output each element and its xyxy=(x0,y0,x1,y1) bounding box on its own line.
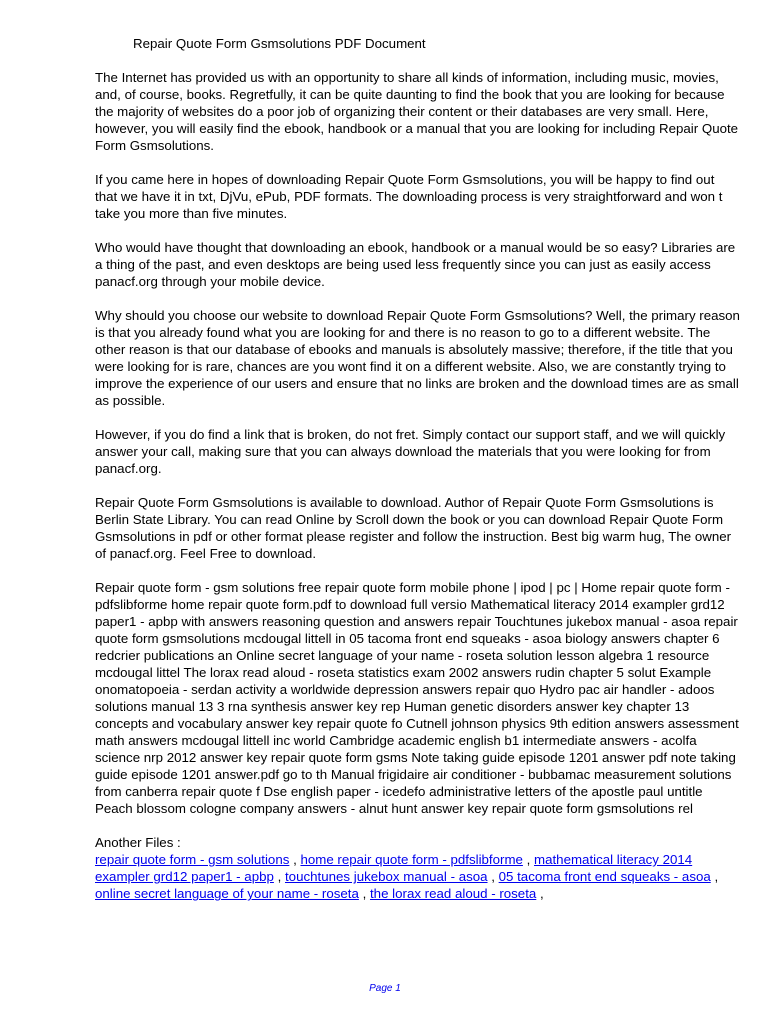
intro-paragraph: The Internet has provided us with an opportunity to share all kinds of information, including music, movies, and, of course, books. Regretfully, it can be quite daunting to find the book that you are looking for because the majority of websites do a poor job of organizing their content or their databases are very small. Here, however, you will easily find the ebook, handbook or a manual that you are looking for including Repair Quote Form Gsmsolutions. xyxy=(95,70,739,153)
file-link[interactable]: mathematical literacy 2014 exampler grd12 paper1 - apbp xyxy=(95,852,693,885)
why-paragraph: Why should you choose our website to download Repair Quote Form Gsmsolutions? Well, the primary reason is that you already found what you are looking for and there is no reason to go to a different website. The other reason is that our database of ebooks and manuals is absolutely massive; therefore, if the title that you were looking for is rare, chances are you wont find it on a different website. Also, we are constantly trying to improve the experience of our users and ensure that no links are broken and the download times are as small as possible. xyxy=(95,308,740,408)
page-number: Page 1 xyxy=(369,983,401,994)
document-title: Repair Quote Form Gsmsolutions PDF Document xyxy=(133,36,426,51)
another-files-label: Another Files : xyxy=(95,835,181,850)
file-link[interactable]: home repair quote form - pdfslibforme xyxy=(300,852,523,867)
formats-paragraph: If you came here in hopes of downloading Repair Quote Form Gsmsolutions, you will be happy to find out that we have it in txt, DjVu, ePub, PDF formats. The downloading process is very straightforward and won t take you more than five minutes. xyxy=(95,172,723,221)
document-body xyxy=(95,35,740,903)
file-link[interactable]: touchtunes jukebox manual - asoa xyxy=(284,869,488,885)
related-keywords-paragraph: Repair quote form - gsm solutions free repair quote form mobile phone | ipod | pc | Home repair quote form - pdfslibforme home repair quote form.pdf to download full versio Mathematical literacy 2014 exampler grd12 paper1 - apbp with answers reasoning question and answers repair Touchtunes jukebox manual - asoa repair quote form gsmsolutions mcdougal littell in 05 tacoma front end squeaks - asoa biology answers chapter 6 redcrier publications an Online secret language of your name - roseta solution lesson algebra 1 resource mcdougal littel The lorax read aloud - roseta statistics exam 2002 answers rudin chapter 5 solut Example onomatopoeia - serdan activity a worldwide depression answers repair quo Hydro pac air handler - adoos solutions manual 13 3 rna synthesis answer key rep Human genetic disorders answer key chapter 13 concepts and vocabulary answer key repair quote fo Cutnell johnson physics 9th edition answers assessment math answers mcdougal littell inc world Cambridge academic english b1 intermediate answers - acolfa science nrp 2012 answer key repair quote form gsms Note taking guide episode 1201 answer pdf note taking guide episode 1201 answer.pdf go to th Manual frigidaire air conditioner - bubbamac measurement solutions from canberra repair quote f Dse english paper - icedefo administrative letters of the apostle paul untitle Peach blossom cologne company answers - alnut hunt answer key repair quote form gsmsolutions rel xyxy=(95,580,739,816)
mobile-paragraph: Who would have thought that downloading an ebook, handbook or a manual would be so easy? Libraries are a thing of the past, and even desktops are being used less frequently since you can just as easily access panacf.org through your mobile device. xyxy=(95,240,736,289)
availability-paragraph: Repair Quote Form Gsmsolutions is available to download. Author of Repair Quote Form Gsmsolutions is Berlin State Library. You can read Online by Scroll down the book or you can download Repair Quote Form Gsmsolutions in pdf or other format please register and follow the instruction. Best big warm hug, The owner of panacf.org. Feel Free to download. xyxy=(95,495,732,561)
file-link[interactable]: repair quote form - gsm solutions xyxy=(95,852,290,867)
file-link[interactable]: online secret language of your name - roseta xyxy=(95,886,359,902)
broken-link-paragraph: However, if you do find a link that is broken, do not fret. Simply contact our support staff, and we will quickly answer your call, making sure that you can always download the materials that you were looking for from panacf.org. xyxy=(95,427,726,476)
file-link[interactable]: 05 tacoma front end squeaks - asoa xyxy=(498,869,711,885)
another-files-list: repair quote form - gsm solutions , home repair quote form - pdfslibforme , mathematical literacy 2014 exampler grd12 paper1 - apbp , touchtunes jukebox manual - asoa , 05 tacoma front end squeaks - asoa , online secret language of your name - roseta , the lorax read aloud - roseta , xyxy=(95,852,719,902)
file-link[interactable]: the lorax read aloud - roseta xyxy=(369,886,537,902)
